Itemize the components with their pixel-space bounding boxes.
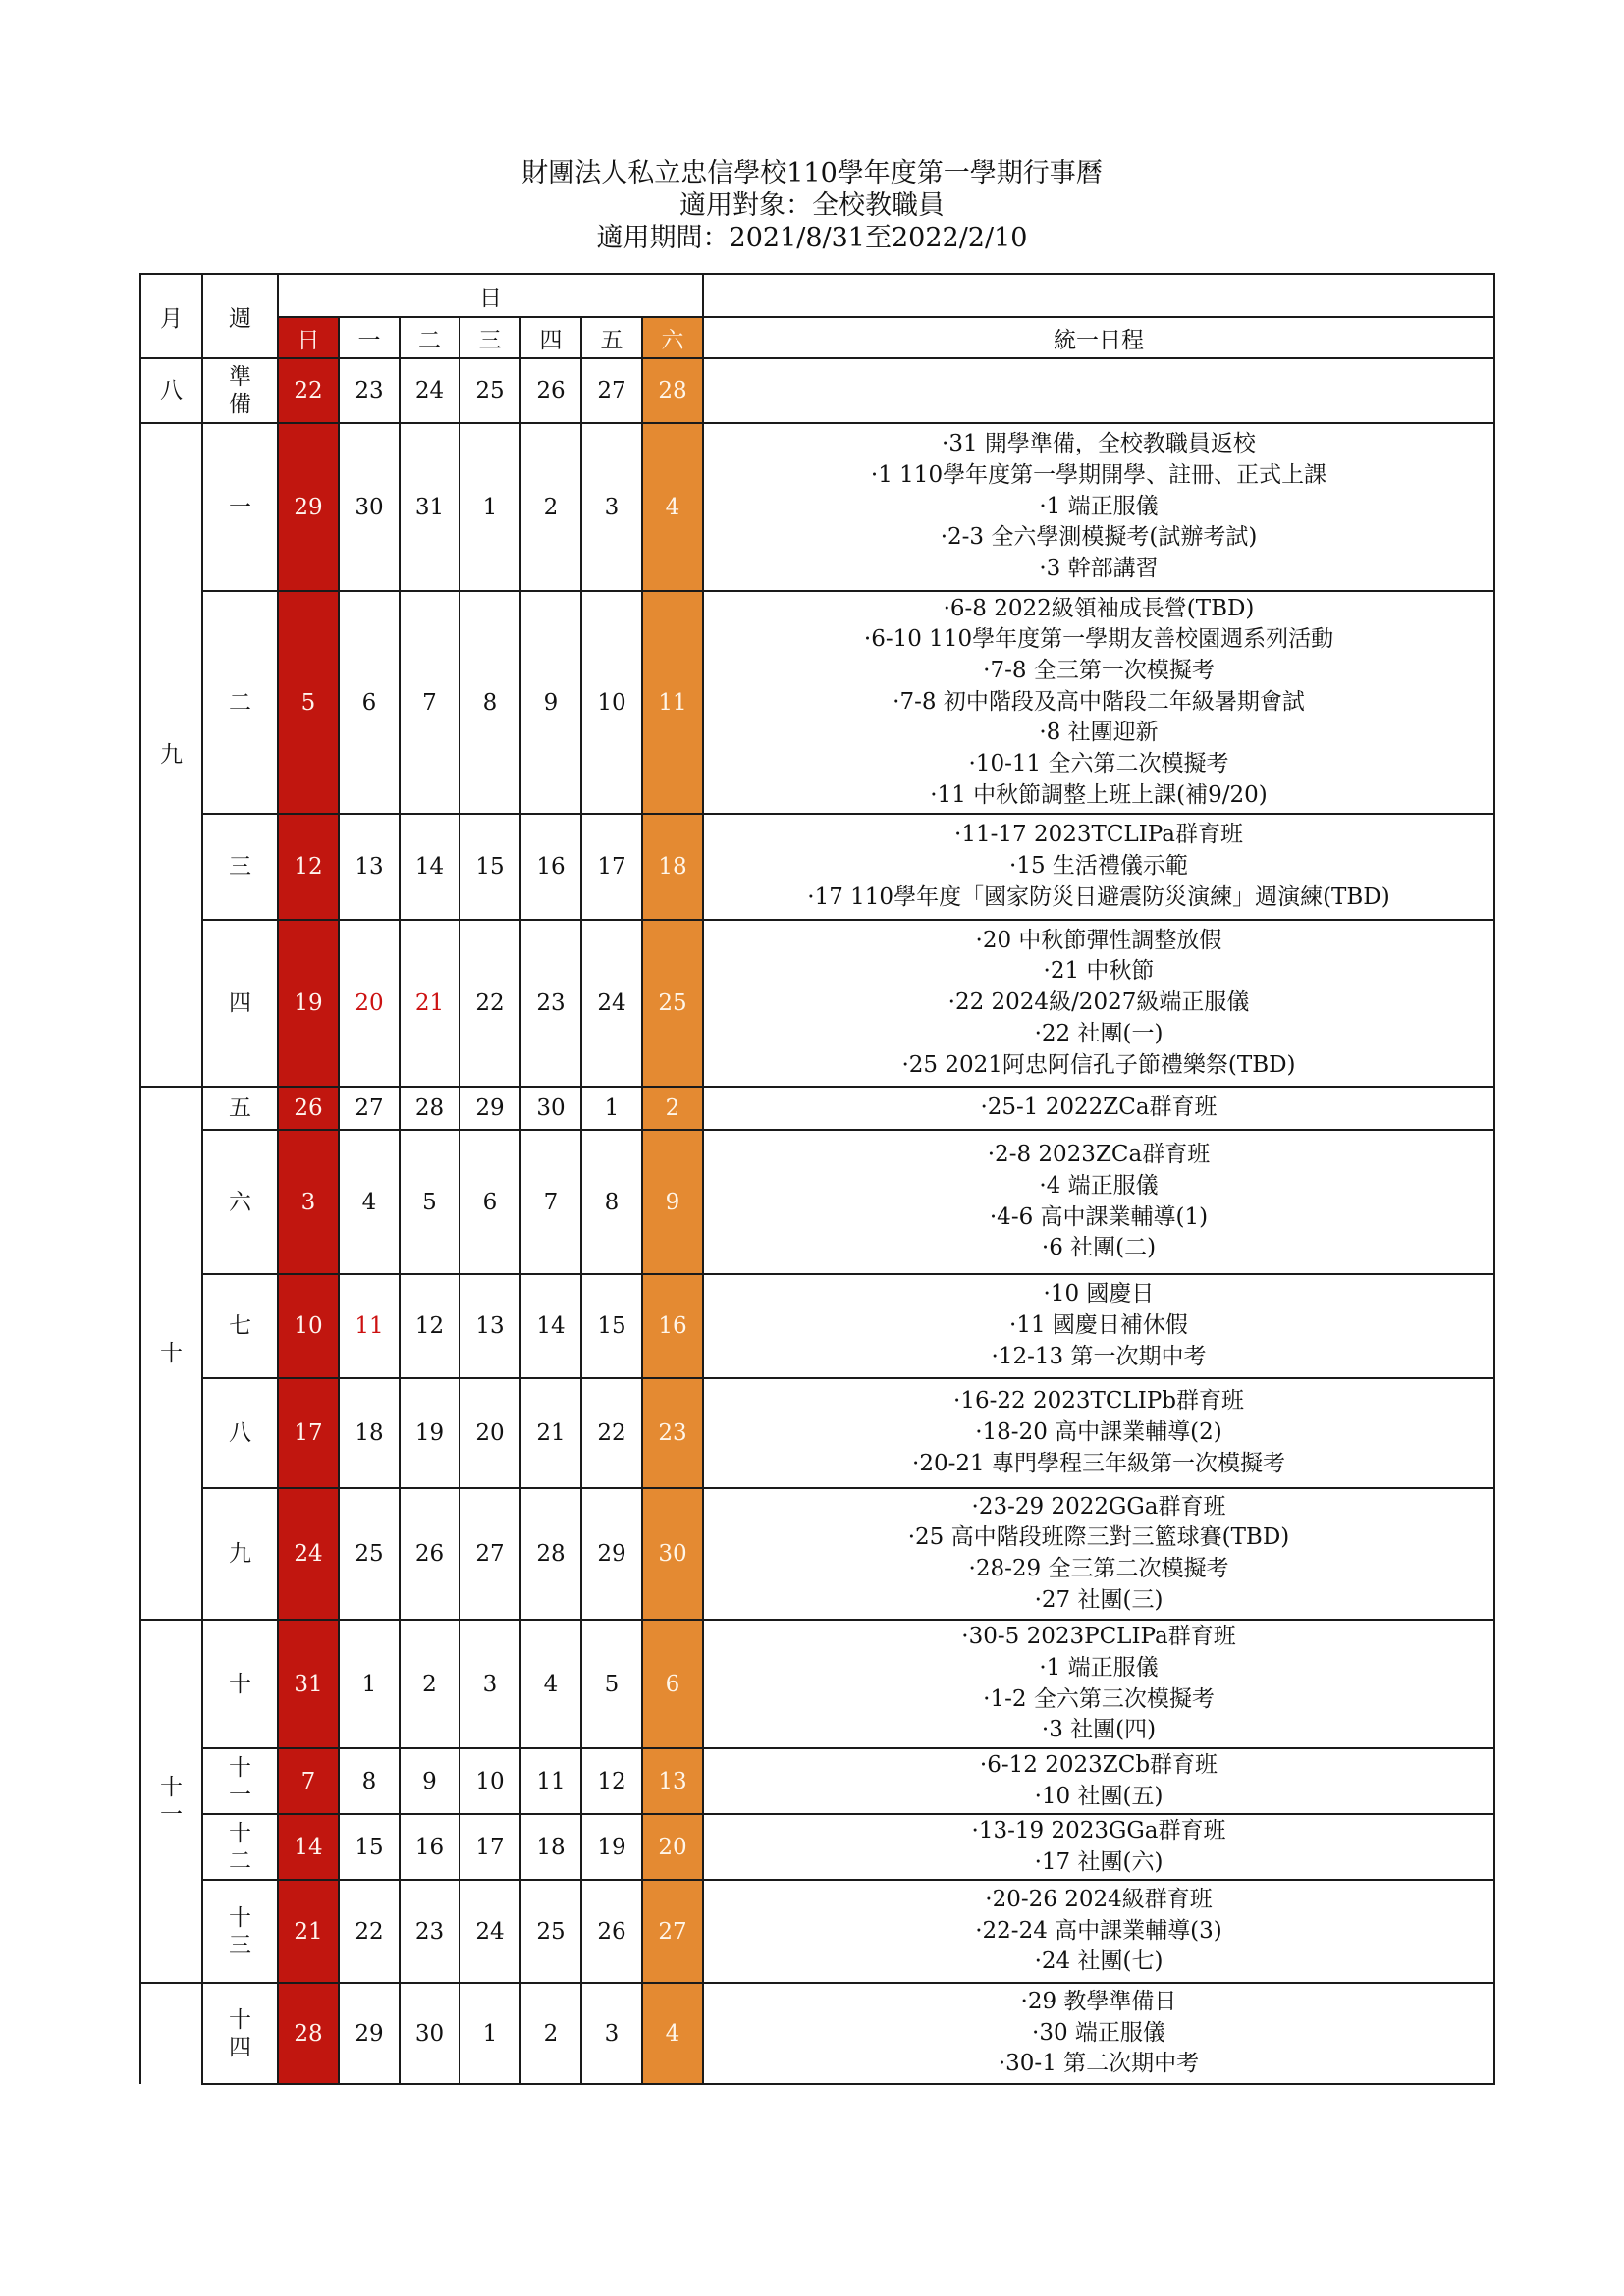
day-cell: 30 [520,1087,581,1130]
day-cell: 23 [642,1378,703,1488]
day-cell: 1 [460,1983,520,2084]
schedule-item: ·10 社團(五) [1034,1783,1164,1809]
day-cell: 8 [581,1130,642,1274]
week-label: 六 [229,1189,251,1215]
day-cell: 12 [400,1274,460,1378]
day-cell: 30 [642,1488,703,1620]
day-cell: 7 [278,1748,339,1814]
schedule-item: ·23-29 2022GGa群育班 [971,1493,1226,1520]
month-label: 一 [160,1802,183,1828]
day-cell: 1 [460,423,520,591]
weekday-tue: 二 [400,317,460,358]
schedule-notes [703,1488,1494,1620]
schedule-item: ·8 社團迎新 [1039,720,1159,746]
schedule-item: ·28-29 全三第二次模擬考 [968,1556,1229,1581]
day-cell: 22 [460,920,520,1087]
day-cell: 30 [400,1983,460,2084]
day-cell: 17 [460,1814,520,1880]
week-label-cell [202,1087,278,1130]
month-cell [140,1087,202,1620]
day-cell: 17 [278,1378,339,1488]
day-cell: 22 [339,1880,400,1983]
week-row [140,1274,1494,1378]
week-label-cell [202,1983,278,2084]
week-label-cell [202,1488,278,1620]
day-cell: 18 [642,814,703,920]
week-label: 備 [229,392,251,417]
day-cell: 2 [520,423,581,591]
week-label-cell [202,1130,278,1274]
schedule-item: ·2-3 全六學測模擬考(試辦考試) [940,524,1258,551]
day-cell: 10 [460,1748,520,1814]
schedule-item: ·3 幹部講習 [1039,556,1159,582]
day-cell: 3 [581,423,642,591]
header-row-1 [140,274,1494,317]
week-label: 四 [229,2034,251,2060]
week-label-cell [202,1814,278,1880]
day-cell: 7 [520,1130,581,1274]
week-row [140,1983,1494,2084]
schedule-item: ·25 2021阿忠阿信孔子節禮樂祭(TBD) [901,1051,1296,1078]
schedule-item: ·7-8 初中階段及高中階段二年級暑期會試 [893,688,1305,715]
header-day-group: 日 [278,274,703,317]
day-cell: 15 [339,1814,400,1880]
schedule-item: ·10-11 全六第二次模擬考 [968,751,1229,777]
day-cell: 10 [581,591,642,814]
week-row [140,1814,1494,1880]
weekday-wed: 三 [460,317,520,358]
day-cell: 16 [520,814,581,920]
day-cell: 29 [460,1087,520,1130]
day-cell: 19 [278,920,339,1087]
schedule-item: ·22-24 高中課業輔導(3) [975,1917,1222,1944]
schedule-item: ·1 端正服儀 [1039,1654,1159,1681]
schedule-item: ·1 端正服儀 [1039,493,1159,519]
schedule-item: ·11-17 2023TCLIPa群育班 [954,822,1243,848]
day-cell: 28 [642,358,703,423]
day-cell: 4 [642,423,703,591]
week-label: 十 [229,1904,251,1931]
weekday-sun: 日 [278,317,339,358]
day-cell: 3 [278,1130,339,1274]
day-cell: 28 [400,1087,460,1130]
schedule-item: ·20-21 專門學程三年級第一次模擬考 [912,1450,1285,1476]
day-cell: 23 [520,920,581,1087]
day-cell: 27 [581,358,642,423]
day-cell: 6 [339,591,400,814]
day-cell: 2 [400,1620,460,1748]
day-cell: 16 [400,1814,460,1880]
day-cell: 11 [339,1274,400,1378]
schedule-item: ·6-8 2022級領袖成長營(TBD) [943,595,1255,621]
day-cell: 13 [460,1274,520,1378]
schedule-header: 統一日程 [703,317,1494,358]
week-row [140,358,1494,423]
schedule-notes [703,591,1494,814]
day-cell: 9 [520,591,581,814]
day-cell: 21 [278,1880,339,1983]
schedule-item: ·22 2024級/2027級端正服儀 [947,989,1250,1016]
week-label: 五 [229,1095,251,1121]
header-month: 月 [140,274,202,358]
schedule-notes [703,1130,1494,1274]
schedule-item: ·10 國慶日 [1043,1281,1155,1308]
schedule-notes [703,1748,1494,1814]
week-row [140,1488,1494,1620]
week-label: 準 [229,364,251,390]
week-label: 二 [229,689,251,716]
month-cell [140,358,202,423]
schedule-notes [703,423,1494,591]
schedule-item: ·15 生活禮儀示範 [1009,853,1188,880]
day-cell: 7 [400,591,460,814]
schedule-notes [703,814,1494,920]
header-blank [703,274,1494,317]
day-cell: 22 [581,1378,642,1488]
schedule-notes [703,1274,1494,1378]
calendar-title: 財團法人私立忠信學校110學年度第一學期行事曆 [521,158,1103,188]
day-cell: 11 [520,1748,581,1814]
day-cell: 12 [581,1748,642,1814]
day-cell: 8 [339,1748,400,1814]
weekday-mon: 一 [339,317,400,358]
schedule-item: ·30-5 2023PCLIPa群育班 [961,1624,1236,1650]
day-cell: 1 [581,1087,642,1130]
day-cell: 20 [642,1814,703,1880]
schedule-item: ·20-26 2024級群育班 [985,1886,1213,1912]
calendar-table [139,273,1495,2085]
day-cell: 1 [339,1620,400,1748]
day-cell: 24 [460,1880,520,1983]
schedule-item: ·1 110學年度第一學期開學、註冊、正式上課 [870,461,1327,488]
schedule-item: ·4-6 高中課業輔導(1) [989,1203,1209,1230]
schedule-item: ·11 國慶日補休假 [1009,1312,1188,1339]
day-cell: 2 [520,1983,581,2084]
day-cell: 18 [520,1814,581,1880]
day-cell: 4 [339,1130,400,1274]
day-cell: 14 [278,1814,339,1880]
header-week: 週 [202,274,278,358]
day-cell: 4 [520,1620,581,1748]
day-cell: 23 [400,1880,460,1983]
day-cell: 31 [400,423,460,591]
weekday-sat: 六 [642,317,703,358]
day-cell: 24 [581,920,642,1087]
month-label: 九 [160,742,183,768]
month-cell [140,1620,202,1983]
day-cell: 5 [581,1620,642,1748]
schedule-notes [703,1983,1494,2084]
day-cell: 17 [581,814,642,920]
schedule-item: ·22 社團(一) [1034,1020,1164,1046]
week-row [140,814,1494,920]
day-cell: 18 [339,1378,400,1488]
day-cell: 11 [642,591,703,814]
day-cell: 14 [520,1274,581,1378]
day-cell: 20 [339,920,400,1087]
schedule-item: ·7-8 全三第一次模擬考 [983,657,1215,683]
day-cell: 6 [460,1130,520,1274]
day-cell: 24 [278,1488,339,1620]
day-cell: 2 [642,1087,703,1130]
day-cell: 8 [460,591,520,814]
day-cell: 5 [400,1130,460,1274]
day-cell: 5 [278,591,339,814]
header-row-2 [140,317,1494,358]
schedule-item: ·20 中秋節彈性調整放假 [975,927,1222,953]
schedule-item: ·13-19 2023GGa群育班 [971,1817,1226,1843]
day-cell: 9 [642,1130,703,1274]
schedule-item: ·30-1 第二次期中考 [998,2051,1200,2077]
schedule-item: ·18-20 高中課業輔導(2) [975,1419,1222,1446]
schedule-notes [703,358,1494,423]
period-line: 適用期間：2021/8/31至2022/2/10 [596,223,1028,253]
day-cell: 15 [460,814,520,920]
schedule-item: ·12-13 第一次期中考 [991,1343,1207,1369]
day-cell: 29 [278,423,339,591]
schedule-notes [703,1087,1494,1130]
week-label: 九 [229,1541,251,1567]
schedule-item: ·4 端正服儀 [1039,1172,1159,1199]
month-cell [140,1983,202,2084]
day-cell: 13 [642,1748,703,1814]
week-label: 十 [229,2006,251,2033]
day-cell: 4 [642,1983,703,2084]
day-cell: 30 [339,423,400,591]
week-label: 四 [229,990,251,1016]
week-label: 三 [229,1932,251,1958]
day-cell: 23 [339,358,400,423]
week-label: 七 [229,1313,251,1339]
week-label: 一 [229,1782,251,1808]
schedule-item: ·25 高中階段班際三對三籃球賽(TBD) [907,1524,1290,1551]
week-row [140,591,1494,814]
day-cell: 25 [460,358,520,423]
week-label: 三 [229,854,251,880]
schedule-item: ·24 社團(七) [1034,1949,1164,1975]
schedule-item: ·6 社團(二) [1041,1235,1157,1261]
week-row [140,1130,1494,1274]
day-cell: 16 [642,1274,703,1378]
month-label: 八 [160,378,183,403]
day-cell: 22 [278,358,339,423]
day-cell: 9 [400,1748,460,1814]
schedule-notes [703,1880,1494,1983]
day-cell: 3 [460,1620,520,1748]
schedule-item: ·11 中秋節調整上班上課(補9/20) [930,781,1268,808]
day-cell: 26 [278,1087,339,1130]
day-cell: 26 [520,358,581,423]
day-cell: 10 [278,1274,339,1378]
week-row [140,1378,1494,1488]
day-cell: 24 [400,358,460,423]
day-cell: 31 [278,1620,339,1748]
schedule-notes [703,1378,1494,1488]
week-label-cell [202,358,278,423]
week-row [140,920,1494,1087]
schedule-item: ·2-8 2023ZCa群育班 [987,1142,1211,1168]
week-label-cell [202,423,278,591]
schedule-item: ·25-1 2022ZCa群育班 [980,1095,1218,1121]
day-cell: 29 [339,1983,400,2084]
day-cell: 27 [460,1488,520,1620]
week-row [140,1748,1494,1814]
week-row [140,423,1494,591]
day-cell: 20 [460,1378,520,1488]
day-cell: 14 [400,814,460,920]
day-cell: 25 [520,1880,581,1983]
week-label-cell [202,1620,278,1748]
month-label: 十 [160,1340,183,1366]
week-label: 十 [229,1754,251,1781]
month-label: 十 [160,1775,183,1800]
month-cell [140,423,202,1087]
schedule-item: ·17 社團(六) [1034,1848,1164,1875]
week-label-cell [202,1378,278,1488]
week-row [140,1087,1494,1130]
day-cell: 25 [339,1488,400,1620]
week-label: 八 [229,1420,251,1446]
week-row [140,1880,1494,1983]
weekday-fri: 五 [581,317,642,358]
week-label-cell [202,591,278,814]
schedule-item: ·3 社團(四) [1041,1717,1157,1743]
week-label-cell [202,1274,278,1378]
day-cell: 13 [339,814,400,920]
schedule-notes [703,1814,1494,1880]
schedule-item: ·27 社團(三) [1034,1586,1164,1613]
day-cell: 21 [400,920,460,1087]
week-label-cell [202,814,278,920]
day-cell: 12 [278,814,339,920]
week-label-cell [202,1880,278,1983]
day-cell: 26 [400,1488,460,1620]
schedule-item: ·21 中秋節 [1043,958,1155,985]
day-cell: 29 [581,1488,642,1620]
week-row [140,1620,1494,1748]
day-cell: 27 [642,1880,703,1983]
audience-line: 適用對象：全校教職員 [679,190,945,221]
day-cell: 3 [581,1983,642,2084]
day-cell: 25 [642,920,703,1087]
week-label: 一 [229,494,251,520]
week-label-cell [202,920,278,1087]
schedule-item: ·6-10 110學年度第一學期友善校園週系列活動 [863,626,1334,653]
schedule-notes [703,1620,1494,1748]
day-cell: 15 [581,1274,642,1378]
day-cell: 26 [581,1880,642,1983]
week-label: 二 [229,1847,251,1874]
day-cell: 28 [520,1488,581,1620]
schedule-item: ·30 端正服儀 [1032,2019,1165,2046]
schedule-item: ·17 110學年度「國家防災日避震防災演練」週演練(TBD) [807,883,1390,910]
week-label: 十 [229,1671,251,1697]
day-cell: 27 [339,1087,400,1130]
schedule-item: ·1-2 全六第三次模擬考 [983,1685,1215,1712]
week-label-cell [202,1748,278,1814]
day-cell: 21 [520,1378,581,1488]
schedule-item: ·31 開學準備，全校教職員返校 [942,431,1256,457]
day-cell: 19 [581,1814,642,1880]
schedule-item: ·6-12 2023ZCb群育班 [979,1751,1218,1778]
week-label: 十 [229,1820,251,1846]
schedule-item: ·16-22 2023TCLIPb群育班 [953,1388,1244,1415]
schedule-notes [703,920,1494,1087]
day-cell: 19 [400,1378,460,1488]
schedule-item: ·29 教學準備日 [1020,1988,1177,2014]
day-cell: 28 [278,1983,339,2084]
day-cell: 6 [642,1620,703,1748]
weekday-thu: 四 [520,317,581,358]
